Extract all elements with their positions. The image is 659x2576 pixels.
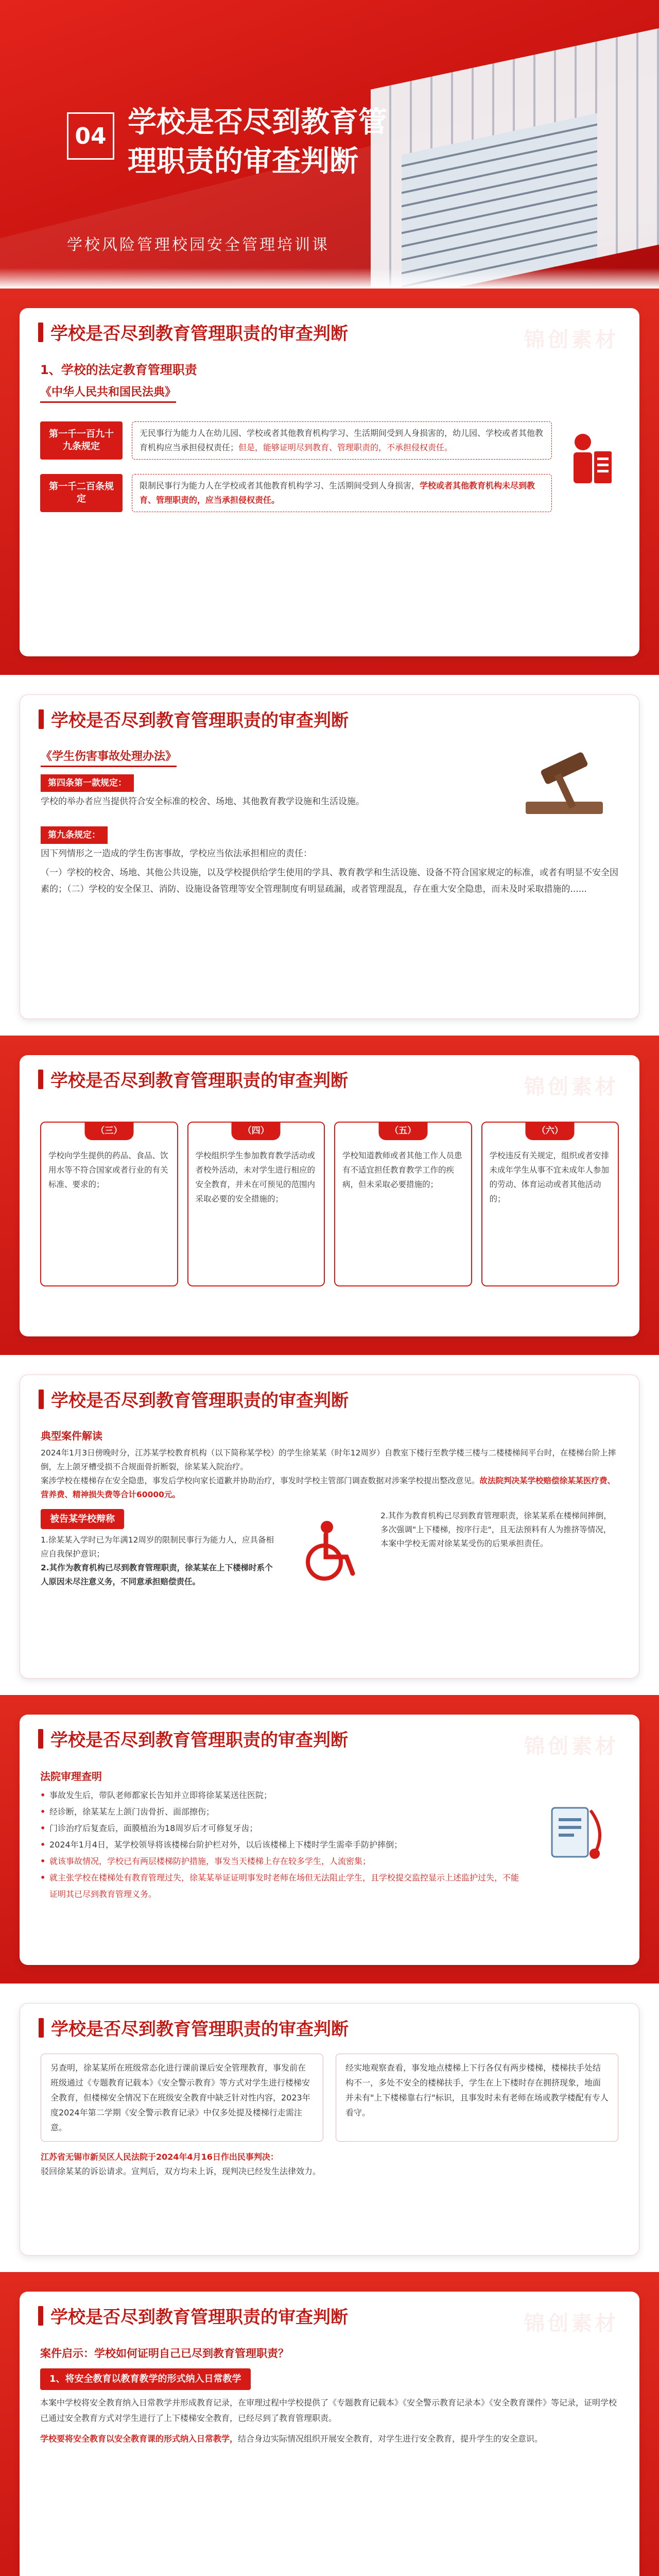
defense-right: 2.其作为教育机构已尽到教育管理职责，徐某某系在楼梯间摔倒，多次强调"上下楼梯，按序行走"，且无法预料有人为推挤等情况，本案中学校无需对徐某某受伤的后果承担责任。 bbox=[380, 1511, 612, 1548]
article-intro: 因下列情形之一造成的学生伤害事故，学校应当依法承担相应的责任： bbox=[41, 849, 312, 859]
case-text-1: 2024年1月3日傍晚时分，江苏某学校教育机构（以下简称某学校）的学生徐某某（时年12周岁）自教室下楼行至教学楼三楼与二楼楼梯间平台时，在楼梯台阶上摔倒，左上颌牙槽受损不合规面骨折断裂，徐某某入院治疗。 bbox=[41, 1448, 616, 1471]
card-body bbox=[20, 1760, 639, 1918]
section-title-text: 学校是否尽到教育管理职责的审查判断 bbox=[50, 324, 348, 344]
advice-text-2-wrap bbox=[40, 2431, 619, 2447]
heading-bar bbox=[39, 2018, 44, 2038]
s2-top-left bbox=[41, 745, 495, 822]
clause-card bbox=[481, 1122, 619, 1286]
law-row bbox=[40, 474, 552, 512]
law-tag: 第一千一百九十九条规定 bbox=[40, 421, 123, 460]
law-text-a: 无民事行为能力人在幼儿园、学校或者其他教育机构学习、生活期间受到人身损害的，幼儿园、学校或者其他教育机构应当承担侵权责任； bbox=[140, 428, 544, 452]
court-text: 江苏省无锡市新吴区人民法院于2024年4月16日作出民事判决： bbox=[41, 2152, 279, 2162]
findings-list bbox=[40, 1787, 526, 1903]
section-7 bbox=[0, 2272, 659, 2576]
person-doc-icon bbox=[567, 431, 614, 503]
art9 bbox=[41, 822, 618, 897]
cover-title: 学校是否尽到教育管理职责的审查判断 bbox=[128, 106, 387, 178]
section-heading bbox=[20, 2004, 639, 2049]
defense-band: 被告某学校辩称 bbox=[41, 1509, 124, 1529]
section-4 bbox=[0, 1355, 659, 1695]
case-text-2-wrap bbox=[41, 1474, 618, 1502]
defense-row bbox=[41, 1509, 618, 1589]
watermark: 锦创素材 bbox=[524, 1735, 619, 1758]
findings-band: 法院审理查明 bbox=[40, 1770, 102, 1783]
clause-text: 学校组织学生参加教育教学活动或者校外活动，未对学生进行相应的安全教育，并未在可预见的范围内采取必要的安全措施的； bbox=[195, 1151, 316, 1204]
people-icon bbox=[562, 415, 619, 518]
clause-card bbox=[187, 1122, 325, 1286]
section-card bbox=[20, 308, 639, 656]
finding-item: • 经诊断，徐某某左上颌门齿骨折、面部擦伤； bbox=[40, 1804, 526, 1820]
defense-1: 1.徐某某入学时已为年满12周岁的限制民事行为能力人，应具备相应自我保护意识； bbox=[41, 1535, 274, 1558]
advice-red: 学校要将安全教育以安全教育课的形式纳入日常教学， bbox=[40, 2434, 238, 2444]
art4 bbox=[41, 770, 495, 809]
section-title-text: 学校是否尽到教育管理职责的审查判断 bbox=[51, 710, 349, 731]
section-card bbox=[20, 1055, 639, 1336]
chapter-number: 04 bbox=[67, 112, 114, 160]
clause-label: （五） bbox=[378, 1122, 427, 1140]
article-tag: 第九条规定： bbox=[41, 826, 108, 844]
wheelchair-icon bbox=[291, 1509, 368, 1589]
cover-fade bbox=[0, 268, 659, 289]
heading-bar bbox=[38, 323, 43, 342]
law-text bbox=[132, 421, 552, 460]
section-title-text: 学校是否尽到教育管理职责的审查判断 bbox=[51, 1391, 349, 1411]
section-3 bbox=[0, 1036, 659, 1355]
watermark: 锦创素材 bbox=[524, 1075, 619, 1099]
law-name: 《中华人民共和国民法典》 bbox=[40, 385, 176, 403]
section-heading bbox=[20, 2292, 639, 2337]
article-text: 学校的举办者应当提供符合安全标准的校舍、场地、其他教育教学设施和生活设施。 bbox=[41, 796, 365, 807]
section-heading bbox=[20, 1375, 639, 1421]
finding-right: 经实地观察查看，事发地点楼梯上下行各仅有两步楼梯，楼梯扶手处结构不一，多处不安全的楼梯扶手，学生在上下楼时存在拥挤现象，地面并未有"上下楼梯靠右行"标识，且事发时未有老师在场或教学楼配有专人看守。 bbox=[336, 2054, 618, 2142]
heading-bar bbox=[38, 1070, 43, 1089]
clause-label: （四） bbox=[232, 1122, 281, 1140]
section-heading bbox=[20, 1715, 639, 1760]
card-body bbox=[20, 1421, 639, 1604]
heading-bar bbox=[38, 1729, 43, 1749]
section-card bbox=[20, 2292, 639, 2576]
section-title-text: 学校是否尽到教育管理职责的审查判断 bbox=[50, 1730, 348, 1751]
case-band: 典型案件解读 bbox=[41, 1430, 102, 1442]
section-title-text: 学校是否尽到教育管理职责的审查判断 bbox=[50, 1071, 348, 1091]
section-heading bbox=[20, 308, 639, 354]
finding-item: • 门诊治疗后复查后，面膜植治为18周岁后才可修复牙齿； bbox=[40, 1820, 526, 1837]
law-name: 《学生伤害事故处理办法》 bbox=[41, 749, 177, 767]
clause-label: （六） bbox=[526, 1122, 575, 1140]
ruling-text: 驳回徐某某的诉讼请求。宣判后，双方均未上诉，现判决已经发生法律效力。 bbox=[41, 2166, 321, 2176]
section-title-text: 学校是否尽到教育管理职责的审查判断 bbox=[51, 2019, 349, 2040]
s6-cols bbox=[41, 2054, 618, 2142]
card-body bbox=[20, 2337, 639, 2462]
card-body bbox=[20, 741, 639, 913]
stethoscope-svg bbox=[539, 1795, 616, 1872]
finding-item: • 事故发生后，带队老师都家长告知并立即将徐某某送往医院； bbox=[40, 1787, 526, 1804]
case-result: 故法院判决某学校赔偿徐某某医疗费、营养费、精神损失费等合计60000元。 bbox=[41, 1476, 616, 1499]
section-card bbox=[20, 1375, 639, 1679]
section-5 bbox=[0, 1695, 659, 1984]
law-text-a: 限制民事行为能力人在学校或者其他教育机构学习、生活期间受到人身损害， bbox=[140, 481, 420, 490]
section-card bbox=[20, 2003, 639, 2256]
defense-left bbox=[41, 1509, 279, 1589]
findings-col bbox=[40, 1765, 526, 1903]
clause-card bbox=[334, 1122, 472, 1286]
section-1 bbox=[0, 289, 659, 675]
gavel-icon bbox=[505, 745, 618, 822]
case-question: 案件启示：学校如何证明自己已尽到教育管理职责？ bbox=[40, 2347, 289, 2360]
heading-bar bbox=[38, 2306, 43, 2326]
section-card bbox=[20, 694, 639, 1019]
defense-2: 2.其作为教育机构已尽到教育管理职责，徐某某在上下楼梯时系个人原因未尽注意义务，不同意承担赔偿责任。 bbox=[41, 1563, 273, 1586]
card-body bbox=[20, 354, 639, 534]
finding-item: • 就该事故情况，学校已有两层楼梯防护措施，事发当天楼梯上存在较多学生，人流密集； bbox=[40, 1853, 526, 1870]
medical-icon bbox=[536, 1765, 619, 1903]
cover-subtitle: 学校风险管理校园安全管理培训课 bbox=[67, 236, 330, 254]
card-body bbox=[20, 2049, 639, 2194]
advice-band: 1、将安全教育以教育教学的形式纳入日常教学 bbox=[40, 2368, 251, 2390]
article-tag: 第四条第一款规定： bbox=[41, 774, 134, 792]
wheelchair-svg bbox=[296, 1516, 363, 1583]
section-heading bbox=[20, 1055, 639, 1101]
cover-banner bbox=[0, 0, 659, 289]
section-title-text: 学校是否尽到教育管理职责的审查判断 bbox=[50, 2307, 348, 2328]
clause-card bbox=[40, 1122, 178, 1286]
finding-left: 另查明，徐某某所在班级常态化进行课前课后安全管理教育，事发前在班级通过《专题教育记载本》《安全警示教育》等方式对学生进行楼梯安全教育，但楼梯安全情况下在班级安全教育中缺乏针对性内容，2023年度2024年第二学期《安全警示教育记录》中仅多处提及楼梯行走需注意。 bbox=[41, 2054, 323, 2142]
law-rows-col bbox=[40, 415, 552, 518]
law-row bbox=[40, 421, 552, 460]
law-rows bbox=[40, 415, 619, 518]
law-text bbox=[132, 474, 552, 512]
section-heading bbox=[20, 695, 639, 741]
section-2 bbox=[0, 675, 659, 1036]
s2-top bbox=[41, 745, 618, 822]
clause-cards bbox=[20, 1101, 639, 1304]
law-text-red: 学校或者其他教育机构未尽到教育、管理职责的，应当承担侵权责任。 bbox=[140, 481, 535, 505]
watermark: 锦创素材 bbox=[524, 2312, 619, 2335]
subheading: 1、学校的法定教育管理职责 bbox=[40, 363, 197, 377]
advice-text-2: 结合身边实际情况组织开展安全教育，对学生进行安全教育，提升学生的安全意识。 bbox=[238, 2434, 543, 2444]
advice-text-1: 本案中学校将安全教育纳入日常教学并形成教育记录，在审理过程中学校提供了《专题教育记载本》《安全警示教育记录本》《安全教育课件》等记录，证明学校已通过安全教育方式对学生进行了上下楼梯安全教育，已经尽到了教育管理职责。 bbox=[40, 2398, 617, 2423]
watermark: 锦创素材 bbox=[524, 328, 619, 352]
ruling bbox=[41, 2150, 618, 2179]
finding-item: • 2024年1月4日，某学校领导将该楼梯台阶护栏对外，以后该楼梯上下楼时学生需牵手防护摔倒； bbox=[40, 1837, 526, 1853]
law-tag: 第一千二百条规定 bbox=[40, 474, 123, 512]
section-6 bbox=[0, 1984, 659, 2272]
heading-bar bbox=[39, 709, 44, 729]
finding-item: • 就主张学校在楼梯处有教育管理过失，徐某某举证证明事发时老师在场但无法阻止学生，且学校提交监控显示上述监护过失，不能证明其已尽到教育管理义务。 bbox=[40, 1870, 526, 1903]
clause-label: （三） bbox=[84, 1122, 133, 1140]
law-text-red: 但是，能够证明尽到教育、管理职责的，不承担侵权责任。 bbox=[238, 443, 453, 452]
heading-bar bbox=[39, 1389, 44, 1409]
clause-text: 学校违反有关规定，组织或者安排未成年学生从事不宜未成年人参加的劳动、体育运动或者其他活动的； bbox=[489, 1151, 610, 1204]
case-text-2: 案涉学校在楼梯存在安全隐患，事发后学校向家长道歉并协助治疗，事发时学校主管部门调查数据对涉案学校提出整改意见。 bbox=[41, 1476, 480, 1485]
gavel-svg bbox=[505, 745, 618, 822]
clause-text: 学校知道教师或者其他工作人员患有不适宜担任教育教学工作的疾病，但未采取必要措施的； bbox=[342, 1151, 462, 1189]
section-card bbox=[20, 1715, 639, 1965]
clause-text: 学校向学生提供的药品、食品、饮用水等不符合国家或者行业的有关标准、要求的； bbox=[48, 1151, 168, 1189]
article-items: （一）学校的校舍、场地、其他公共设施，以及学校提供给学生使用的学具、教育教学和生活设施、设备不符合国家规定的标准，或者有明显不安全因素的；（二）学校的安全保卫、消防、设施设备管理等安全管理制度有明显疏漏，或者管理混乱，存在重大安全隐患，而未及时采取措施的...... bbox=[41, 868, 618, 894]
